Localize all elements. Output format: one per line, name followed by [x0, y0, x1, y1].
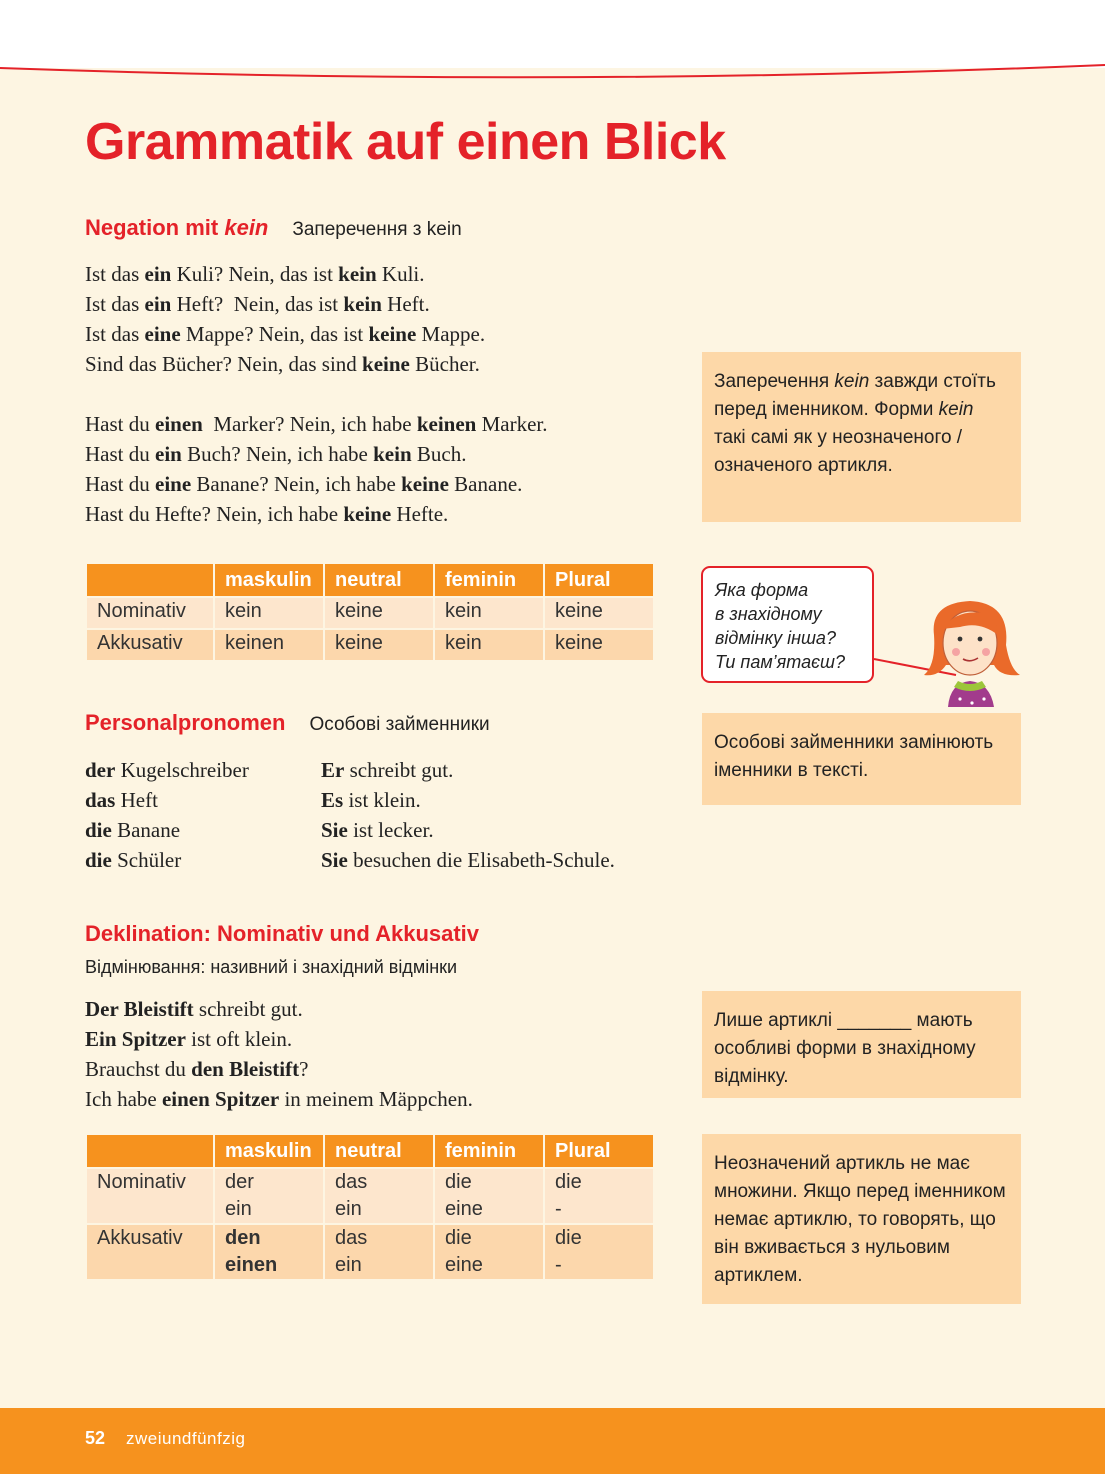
table-cell: das ein: [325, 1225, 433, 1279]
sentence: Ist das eine Mappe? Nein, das ist keine Mappe.: [85, 322, 486, 346]
kein-table: [85, 562, 655, 662]
table-row: [87, 1169, 653, 1223]
list-item: die Schüler Sie besuchen die Elisabeth-Schule.: [85, 848, 615, 872]
list-item: die Banane Sie ist lecker.: [85, 818, 434, 842]
sentence: Ich habe einen Spitzer in meinem Mäppchen.: [85, 1087, 473, 1111]
bubble-line: в знахідному: [715, 604, 822, 624]
table-cell: kein: [435, 630, 543, 660]
table-header: [87, 564, 213, 596]
negation-heading-em: kein: [224, 215, 269, 240]
list-item: das Heft Es ist klein.: [85, 788, 421, 812]
list-item: der Kugelschreiber Er schreibt gut.: [85, 758, 454, 782]
personal-subtitle: Особові займенники: [309, 714, 490, 735]
sentence: Ein Spitzer ist oft klein.: [85, 1027, 293, 1051]
table-cell: der ein: [215, 1169, 323, 1223]
table-cell: Nominativ: [87, 1169, 213, 1223]
bubble-line: Ти пам’ятаєш?: [715, 652, 845, 672]
table-cell: den einen: [215, 1225, 323, 1279]
table-header: maskulin: [215, 564, 323, 596]
page-number-word: zweiundfünfzig: [126, 1429, 246, 1448]
girl-illustration: [860, 595, 1030, 707]
pronoun-list: [85, 755, 615, 875]
table-cell: keine: [545, 598, 653, 628]
negation-sentences: [85, 259, 548, 529]
declension-table: [85, 1133, 655, 1281]
note-articles: Лише артиклі _______ мають особливі форми в знахідному відмінку.: [702, 991, 1021, 1098]
table-cell: keine: [545, 630, 653, 660]
speech-bubble: [701, 566, 874, 683]
deklination-heading: Deklination: Nominativ und Akkusativ: [85, 921, 480, 946]
note-pronouns: Особові займенники замінюють іменники в тексті.: [702, 713, 1021, 805]
negation-subtitle: Заперечення з kein: [292, 219, 462, 240]
table-cell: die eine: [435, 1225, 543, 1279]
blank-line: [85, 379, 548, 409]
sentence: Brauchst du den Bleistift?: [85, 1057, 309, 1081]
sentence: Ist das ein Kuli? Nein, das ist kein Kuli.: [85, 262, 425, 286]
table-row: [87, 1225, 653, 1279]
table-header: Plural: [545, 564, 653, 596]
deklination-subtitle: Відмінювання: називний і знахідний відмінки: [85, 957, 458, 977]
table-cell: kein: [215, 598, 323, 628]
table-header: feminin: [435, 564, 543, 596]
table-row: [87, 630, 653, 660]
table-header: maskulin: [215, 1135, 323, 1167]
deklination-sentences: [85, 994, 473, 1114]
table-cell: die -: [545, 1169, 653, 1223]
sentence: Der Bleistift schreibt gut.: [85, 997, 303, 1021]
table-row: [87, 598, 653, 628]
sentence: Sind das Bücher? Nein, das sind keine Bücher.: [85, 352, 480, 376]
personal-heading-text: Personalpronomen: [85, 710, 286, 735]
personal-heading: [85, 710, 490, 736]
table-cell: keinen: [215, 630, 323, 660]
table-cell: die -: [545, 1225, 653, 1279]
page-footer: [0, 1408, 1105, 1474]
table-header: neutral: [325, 564, 433, 596]
table-cell: keine: [325, 630, 433, 660]
table-cell: Akkusativ: [87, 1225, 213, 1279]
table-header: neutral: [325, 1135, 433, 1167]
table-cell: Nominativ: [87, 598, 213, 628]
sentence: Hast du einen Marker? Nein, ich habe keinen Marker.: [85, 412, 548, 436]
table-cell: kein: [435, 598, 543, 628]
note-zero-article: Неозначений артикль не має множини. Якщо перед іменником немає артиклю, то говорять, що він вживається з нульовим артиклем.: [702, 1134, 1021, 1304]
negation-heading-text: Negation mit: [85, 215, 225, 240]
negation-heading: [85, 215, 462, 241]
table-header: [87, 1135, 213, 1167]
table-cell: das ein: [325, 1169, 433, 1223]
page-number: 52: [85, 1428, 106, 1448]
sentence: Hast du eine Banane? Nein, ich habe keine Banane.: [85, 472, 523, 496]
table-header: feminin: [435, 1135, 543, 1167]
bubble-line: відмінку інша?: [715, 628, 836, 648]
table-header: Plural: [545, 1135, 653, 1167]
table-cell: keine: [325, 598, 433, 628]
top-border-line: [0, 62, 1105, 86]
sentence: Hast du Hefte? Nein, ich habe keine Hefte.: [85, 502, 449, 526]
sentence: Hast du ein Buch? Nein, ich habe kein Buch.: [85, 442, 467, 466]
note-kein: Заперечення kein завжди стоїть перед іменником. Форми kein такі самі як у неозначеного / означеного артикля.: [702, 352, 1021, 522]
page-title: Grammatik auf einen Blick: [85, 113, 726, 171]
bubble-line: Яка форма: [715, 580, 809, 600]
table-cell: Akkusativ: [87, 630, 213, 660]
sentence: Ist das ein Heft? Nein, das ist kein Heft.: [85, 292, 430, 316]
table-cell: die eine: [435, 1169, 543, 1223]
